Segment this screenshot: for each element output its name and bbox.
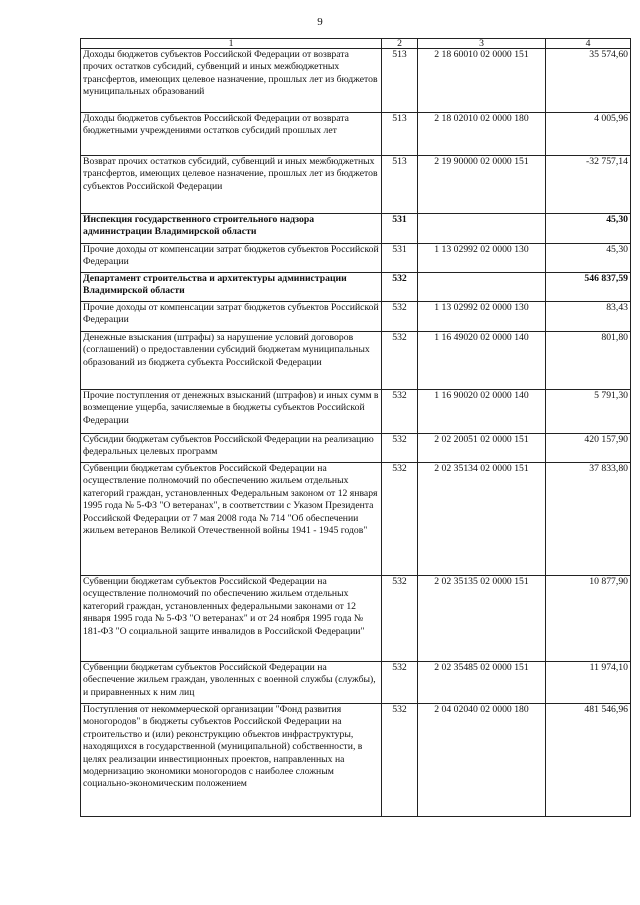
table-row-department [81, 273, 631, 302]
revenue-name: Инспекция государственного строительного надзора администрации Владимирской области [81, 214, 382, 244]
admin-code: 531 [382, 214, 418, 244]
admin-code: 531 [382, 244, 418, 273]
budget-class-code: 2 04 02040 02 0000 180 [418, 704, 546, 817]
table-row [81, 463, 631, 576]
table-row [81, 332, 631, 390]
revenue-name: Возврат прочих остатков субсидий, субвенций и иных межбюджетных трансфертов, имеющих целевое назначение, прошлых лет из бюджетов субъектов Российской Федерации [81, 156, 382, 214]
revenue-name: Прочие доходы от компенсации затрат бюджетов субъектов Российской Федерации [81, 302, 382, 332]
amount: 546 837,59 [546, 273, 631, 302]
budget-class-code: 2 02 20051 02 0000 151 [418, 434, 546, 463]
revenue-name: Субвенции бюджетам субъектов Российской Федерации на осуществление полномочий по обеспечению жильем отдельных категорий граждан, установленных федеральными законами от 12 января 1995 года № 5-ФЗ "О ветеранах" и от 24 ноября 1995 года № 181-ФЗ "О социальной защите инвалидов в Российской Федерации" [81, 576, 382, 662]
admin-code: 532 [382, 332, 418, 390]
admin-code: 513 [382, 113, 418, 156]
admin-code: 532 [382, 273, 418, 302]
table-row [81, 704, 631, 817]
revenue-name: Прочие поступления от денежных взысканий (штрафов) и иных сумм в возмещение ущерба, зачисляемые в бюджеты субъектов Российской Федерации [81, 390, 382, 434]
table-header [81, 39, 631, 49]
revenue-name: Субвенции бюджетам субъектов Российской Федерации на обеспечение жильем граждан, уволенных с военной службы (службы), и приравненных к ним лиц [81, 662, 382, 704]
table-row [81, 302, 631, 332]
amount: -32 757,14 [546, 156, 631, 214]
admin-code: 513 [382, 49, 418, 113]
budget-class-code: 2 02 35485 02 0000 151 [418, 662, 546, 704]
table-row-department [81, 214, 631, 244]
budget-class-code [418, 214, 546, 244]
table-row [81, 576, 631, 662]
revenue-name: Департамент строительства и архитектуры администрации Владимирской области [81, 273, 382, 302]
table-row [81, 113, 631, 156]
budget-class-code: 2 02 35134 02 0000 151 [418, 463, 546, 576]
amount: 481 546,96 [546, 704, 631, 817]
admin-code: 532 [382, 704, 418, 817]
amount: 11 974,10 [546, 662, 631, 704]
amount: 10 877,90 [546, 576, 631, 662]
table-row [81, 49, 631, 113]
admin-code: 513 [382, 156, 418, 214]
amount: 35 574,60 [546, 49, 631, 113]
revenue-name: Субвенции бюджетам субъектов Российской Федерации на осуществление полномочий по обеспечению жильем отдельных категорий граждан, установленных Федеральным законом от 12 января 1995 года № 5-ФЗ "О ветеранах", в соответствии с Указом Президента Российской Федерации от 7 мая 2008 года № 714 "Об обеспечении жильем ветеранов Великой Отечественной войны 1941 - 1945 годов" [81, 463, 382, 576]
budget-class-code: 2 18 02010 02 0000 180 [418, 113, 546, 156]
col-header-4: 4 [546, 39, 631, 49]
col-header-3: 3 [418, 39, 546, 49]
revenue-name: Доходы бюджетов субъектов Российской Федерации от возврата бюджетными учреждениями остатков субсидий прошлых лет [81, 113, 382, 156]
amount: 37 833,80 [546, 463, 631, 576]
budget-class-code: 1 13 02992 02 0000 130 [418, 244, 546, 273]
table-row [81, 244, 631, 273]
column-numbers-row [81, 39, 631, 49]
revenue-name: Доходы бюджетов субъектов Российской Федерации от возврата прочих остатков субсидий, субвенций и иных межбюджетных трансфертов, имеющих целевое назначение, прошлых лет из бюджетов муниципальных образований [81, 49, 382, 113]
admin-code: 532 [382, 302, 418, 332]
amount: 45,30 [546, 214, 631, 244]
table-row [81, 390, 631, 434]
revenue-name: Денежные взыскания (штрафы) за нарушение условий договоров (соглашений) о предоставлении субсидий бюджетам муниципальных образований из бюджета субъекта Российской Федерации [81, 332, 382, 390]
page-number: 9 [317, 16, 323, 28]
table-row [81, 156, 631, 214]
admin-code: 532 [382, 390, 418, 434]
revenue-name: Субсидии бюджетам субъектов Российской Федерации на реализацию федеральных целевых программ [81, 434, 382, 463]
admin-code: 532 [382, 662, 418, 704]
amount: 801,80 [546, 332, 631, 390]
budget-class-code: 2 19 90000 02 0000 151 [418, 156, 546, 214]
col-header-1: 1 [81, 39, 382, 49]
budget-class-code: 2 18 60010 02 0000 151 [418, 49, 546, 113]
budget-class-code: 1 16 90020 02 0000 140 [418, 390, 546, 434]
table-row [81, 434, 631, 463]
budget-class-code: 1 16 49020 02 0000 140 [418, 332, 546, 390]
revenue-name: Прочие доходы от компенсации затрат бюджетов субъектов Российской Федерации [81, 244, 382, 273]
admin-code: 532 [382, 434, 418, 463]
amount: 45,30 [546, 244, 631, 273]
budget-class-code [418, 273, 546, 302]
budget-revenue-table [80, 38, 631, 817]
budget-class-code: 1 13 02992 02 0000 130 [418, 302, 546, 332]
admin-code: 532 [382, 576, 418, 662]
col-header-2: 2 [382, 39, 418, 49]
admin-code: 532 [382, 463, 418, 576]
revenue-name: Поступления от некоммерческой организации "Фонд развития моногородов" в бюджеты субъектов Российской Федерации на строительство и (или) реконструкцию объектов инфраструктуры, находящихся в государственной (муниципальной) собственности, в целях реализации инвестиционных проектов, направленных на модернизацию экономики моногородов с наиболее сложным социально-экономическим положением [81, 704, 382, 817]
amount: 420 157,90 [546, 434, 631, 463]
amount: 5 791,30 [546, 390, 631, 434]
budget-class-code: 2 02 35135 02 0000 151 [418, 576, 546, 662]
table-row [81, 662, 631, 704]
amount: 4 005,96 [546, 113, 631, 156]
amount: 83,43 [546, 302, 631, 332]
